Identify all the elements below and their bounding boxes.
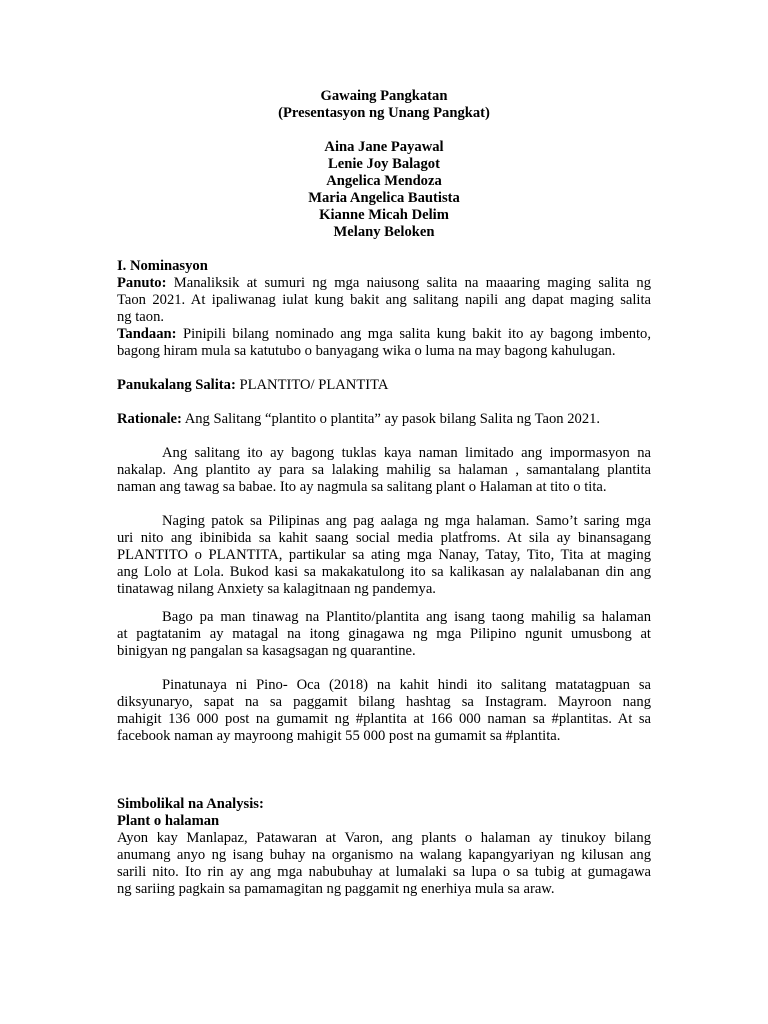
section-heading-text: Simbolikal na Analysis:: [117, 796, 264, 812]
document-subtitle: (Presentasyon ng Unang Pangkat): [278, 105, 490, 121]
paragraph-line: tinatawag nilang Anxiety sa kalagitnaan ng pandemya.: [117, 581, 436, 597]
panuto-label: Panuto:: [117, 275, 167, 291]
rationale-value: Ang Salitang “plantito o plantita” ay pasok bilang Salita ng Taon 2021.: [181, 411, 601, 427]
paragraph-line: PLANTITO o PLANTITA, partikular sa ating mga Nanay, Tatay, Tito, Tita at maging: [117, 547, 651, 563]
tandaan-block: [117, 326, 651, 360]
panuto-line: Taon 2021. At ipaliwanag iulat kung bakit ang salitang napili ang dapat maging salita: [117, 292, 651, 308]
tandaan-line: bagong hiram mula sa katutubo o banyagang wika o luma na may bagong kahulugan.: [117, 343, 616, 359]
section-heading: [117, 258, 651, 275]
section-heading-text: I. Nominasyon: [117, 258, 208, 274]
document-title: Gawaing Pangkatan: [320, 88, 448, 104]
paragraph-line: sarili nito. Ito rin ay ang mga nabubuhay at lumalaki sa lupa o sa tubig at gumagawa: [117, 864, 651, 880]
body-paragraph: [117, 677, 651, 745]
paragraph-line: Bago pa man tinawag na Plantito/plantita ang isang taong mahilig sa halaman: [162, 609, 651, 625]
paragraph-line: binigyan ng pangalan sa kasagsagan ng quarantine.: [117, 643, 416, 659]
paragraph-line: mahigit 136 000 post na gumamit ng #plantita at 166 000 naman sa #plantitas. At sa: [117, 711, 651, 727]
rationale: [117, 411, 651, 428]
panuto-line: ng taon.: [117, 309, 165, 325]
paragraph-line: ng sariing pagkain sa pamamagitan ng paggamit ng enerhiya mula sa araw.: [117, 881, 555, 897]
paragraph-line: facebook naman ay mayroong mahigit 55 000 post na gumamit sa #plantita.: [117, 728, 561, 744]
paragraph-line: uri nito ang ibinibida sa kahit saang social media platfroms. At sila ay binansagang: [117, 530, 651, 546]
paragraph-line: naman ang tawag sa babae. Ito ay nagmula sa salitang plant o Halaman at tito o tita.: [117, 479, 607, 495]
paragraph-line: Ayon kay Manlapaz, Patawaran at Varon, ang plants o halaman ay tinukoy bilang: [117, 830, 651, 846]
panukala-value: PLANTITO/ PLANTITA: [235, 377, 389, 393]
paragraph-line: at pagtatanim ay matagal na itong ginagawa ng mga Pilipino ngunit umusbong at: [117, 626, 651, 642]
panuto-block: [117, 275, 651, 326]
paragraph-line: Ang salitang ito ay bagong tuklas kaya naman limitado ang impormasyon na: [162, 445, 651, 461]
body-paragraph: [117, 830, 651, 898]
member-name: Lenie Joy Balagot: [328, 156, 440, 172]
body-paragraph: [117, 445, 651, 496]
member-name: Maria Angelica Bautista: [308, 190, 460, 206]
panuto-text: Manaliksik at sumuri ng mga naiusong salita na maaaring maging salita ng: [166, 275, 651, 291]
paragraph-line: anumang anyo ng isang buhay na organismo na walang kapangyariyan ng kilusan ang: [117, 847, 651, 863]
panukala-label: Panukalang Salita:: [117, 377, 236, 393]
tandaan-text: Pinipili bilang nominado ang mga salita kung bakit ito ay bagong imbento,: [176, 326, 651, 342]
paragraph-line: Pinatunaya ni Pino- Oca (2018) na kahit hindi ito salitang matatagpuan sa: [162, 677, 651, 693]
member-name: Aina Jane Payawal: [324, 139, 444, 155]
paragraph-line: diksyunaryo, sapat na sa paggamit bilang hashtag sa Instagram. Mayroon nang: [117, 694, 651, 710]
rationale-label: Rationale:: [117, 411, 182, 427]
paragraph-line: Naging patok sa Pilipinas ang pag aalaga ng mga halaman. Samo’t saring mga: [162, 513, 651, 529]
member-name: Melany Beloken: [333, 224, 435, 240]
tandaan-label: Tandaan:: [117, 326, 177, 342]
paragraph-line: nakalap. Ang plantito ay para sa lalaking mahilig sa halaman , samantalang plantita: [117, 462, 651, 478]
member-name: Kianne Micah Delim: [319, 207, 449, 223]
panuto-line: [117, 275, 651, 292]
section-subheading-text: Plant o halaman: [117, 813, 220, 829]
tandaan-line: [117, 326, 651, 343]
panukalang-salita: [117, 377, 651, 394]
paragraph-line: ang Lolo at Lola. Bukod kasi sa makakatulong ito sa kalikasan ay nalalabanan din ang: [117, 564, 651, 580]
body-paragraph: [117, 513, 651, 598]
section-heading: [117, 796, 651, 813]
section-subheading: [117, 813, 651, 830]
body-paragraph: [117, 609, 651, 660]
member-name: Angelica Mendoza: [326, 173, 442, 189]
